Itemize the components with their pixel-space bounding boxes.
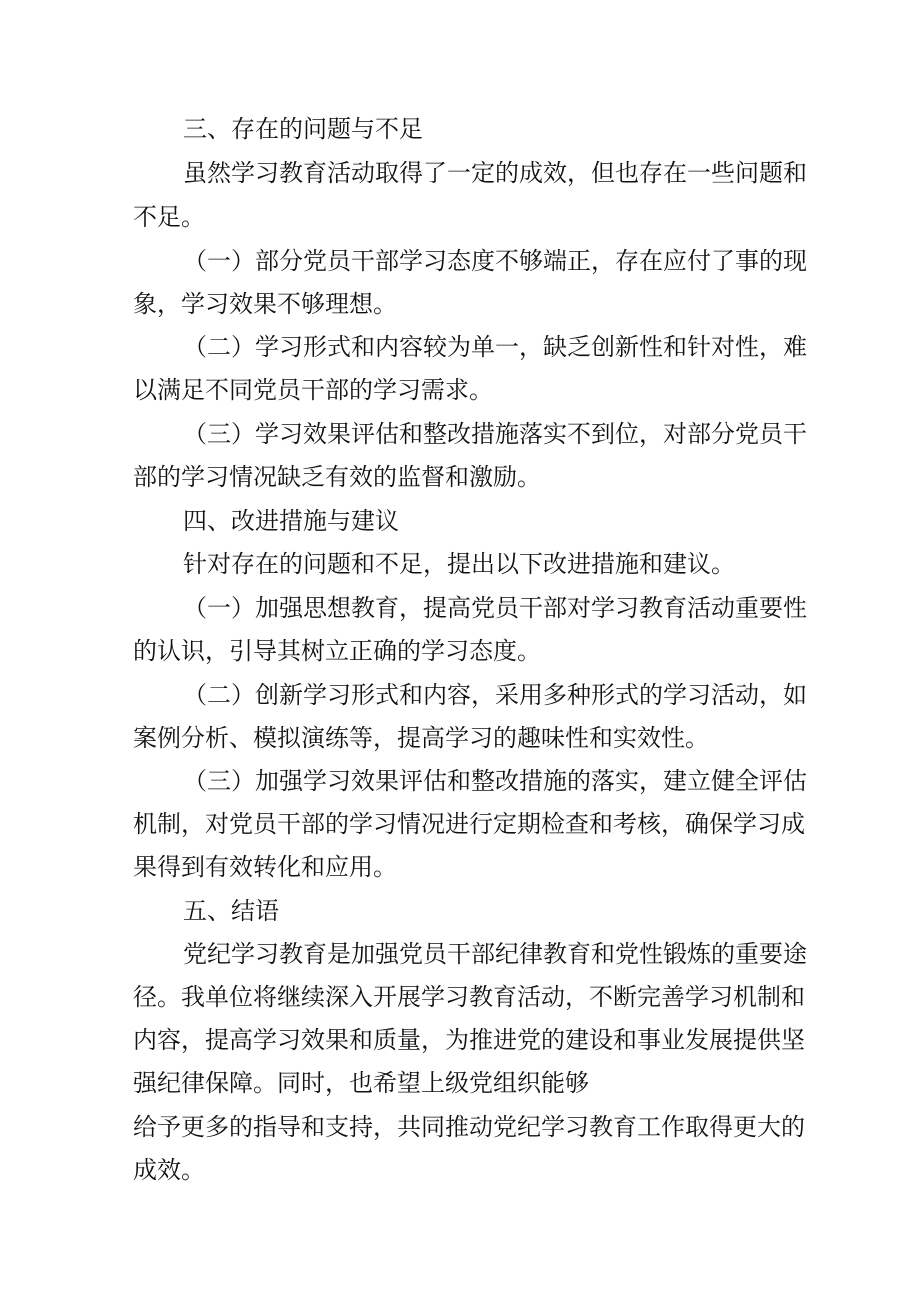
paragraph-line: 径。我单位将继续深入开展学习教育活动，不断完善学习机制和	[133, 983, 805, 1011]
paragraph-line: 虽然学习教育活动取得了一定的成效，但也存在一些问题和	[183, 159, 807, 187]
list-item-line: 果得到有效转化和应用。	[133, 853, 397, 881]
paragraph-line: 针对存在的问题和不足，提出以下改进措施和建议。	[183, 550, 735, 578]
paragraph-line: 内容，提高学习效果和质量，为推进党的建设和事业发展提供坚	[133, 1026, 805, 1054]
list-item-line: （二）学习形式和内容较为单一，缺乏创新性和针对性，难	[183, 333, 807, 361]
paragraph-line: 给予更多的指导和支持，共同推动党纪学习教育工作取得更大的	[133, 1113, 805, 1141]
list-item-line: （一）加强思想教育，提高党员干部对学习教育活动重要性	[183, 594, 807, 622]
list-item-line: （三）学习效果评估和整改措施落实不到位，对部分党员干	[183, 420, 807, 448]
list-item-line: 案例分析、模拟演练等，提高学习的趣味性和实效性。	[133, 724, 709, 752]
list-item-line: 部的学习情况缺乏有效的监督和激励。	[133, 463, 541, 491]
list-item-line: 象，学习效果不够理想。	[133, 290, 397, 318]
list-item-line: 以满足不同党员干部的学习需求。	[133, 376, 493, 404]
paragraph-line: 强纪律保障。同时，也希望上级党组织能够	[133, 1069, 589, 1097]
section-heading-improvements: 四、改进措施与建议	[183, 507, 399, 535]
paragraph-line: 成效。	[133, 1156, 205, 1184]
list-item-line: 机制，对党员干部的学习情况进行定期检查和考核，确保学习成	[133, 810, 805, 838]
list-item-line: （三）加强学习效果评估和整改措施的落实，建立健全评估	[183, 767, 807, 795]
list-item-line: 的认识，引导其树立正确的学习态度。	[133, 637, 541, 665]
paragraph-line: 党纪学习教育是加强党员干部纪律教育和党性锻炼的重要途	[183, 940, 807, 968]
section-heading-conclusion: 五、结语	[183, 897, 279, 925]
list-item-line: （一）部分党员干部学习态度不够端正，存在应付了事的现	[183, 247, 807, 275]
paragraph-line: 不足。	[133, 203, 205, 231]
section-heading-problems: 三、存在的问题与不足	[183, 115, 423, 143]
list-item-line: （二）创新学习形式和内容，采用多种形式的学习活动，如	[183, 681, 807, 709]
